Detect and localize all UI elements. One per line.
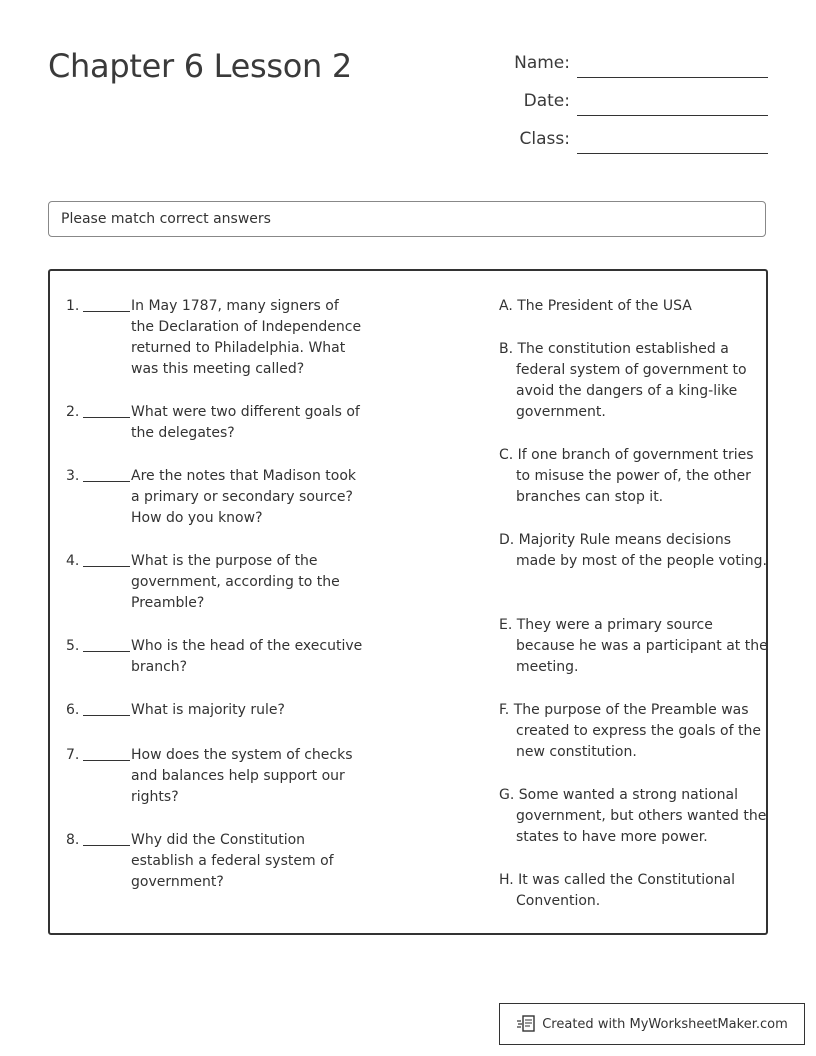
question-number: 1.	[66, 298, 80, 314]
date-field[interactable]	[577, 115, 768, 116]
question-text: In May 1787, many signers of the Declaration of Independence returned to Philadelphia. What was this meeting called?	[131, 298, 362, 377]
question-item	[66, 700, 366, 721]
question-item	[66, 745, 366, 808]
answer-blank[interactable]	[83, 651, 130, 652]
question-item	[66, 551, 366, 614]
answer-blank[interactable]	[83, 760, 130, 761]
answer-blank[interactable]	[83, 566, 130, 567]
answer-option: F. The purpose of the Preamble was created to express the goals of the new constitution.	[499, 702, 761, 760]
footer-text: Created with MyWorksheetMaker.com	[542, 1016, 788, 1032]
answer-option: H. It was called the Constitutional Convention.	[499, 872, 735, 909]
question-text: How does the system of checks and balances help support our rights?	[131, 747, 353, 805]
question-number: 5.	[66, 638, 80, 654]
class-field[interactable]	[577, 153, 768, 154]
question-number: 7.	[66, 747, 80, 763]
answer-option: C. If one branch of government tries to misuse the power of, the other branches can stop it.	[499, 447, 754, 505]
question-text: What were two different goals of the delegates?	[131, 404, 360, 441]
answer-blank[interactable]	[83, 715, 130, 716]
answer-blank[interactable]	[83, 311, 130, 312]
answer-option: D. Majority Rule means decisions made by most of the people voting.	[499, 532, 767, 569]
answer-blank[interactable]	[83, 417, 130, 418]
question-text: What is the purpose of the government, according to the Preamble?	[131, 553, 340, 611]
instructions-box: Please match correct answers	[48, 201, 766, 237]
footer-credit[interactable]	[499, 1003, 805, 1045]
question-item	[66, 830, 366, 893]
question-text: Why did the Constitution establish a federal system of government?	[131, 832, 334, 890]
question-number: 3.	[66, 468, 80, 484]
question-number: 6.	[66, 702, 80, 718]
answer-option: A. The President of the USA	[499, 298, 692, 314]
answer-blank[interactable]	[83, 481, 130, 482]
answer-blank[interactable]	[83, 845, 130, 846]
question-number: 8.	[66, 832, 80, 848]
page-title: Chapter 6 Lesson 2	[48, 47, 352, 85]
question-item	[66, 636, 366, 678]
question-item	[66, 296, 366, 380]
question-item	[66, 402, 366, 444]
worksheet-maker-logo-icon	[516, 1014, 536, 1034]
name-label: Name:	[514, 53, 570, 73]
name-field[interactable]	[577, 77, 768, 78]
question-text: Are the notes that Madison took a primary or secondary source? How do you know?	[131, 468, 357, 526]
answer-option: B. The constitution established a federal system of government to avoid the dangers of a king-like government.	[499, 341, 747, 420]
question-text: Who is the head of the executive branch?	[131, 638, 363, 675]
class-label: Class:	[519, 129, 570, 149]
question-number: 4.	[66, 553, 80, 569]
date-label: Date:	[523, 91, 570, 111]
question-text: What is majority rule?	[131, 702, 285, 718]
question-number: 2.	[66, 404, 80, 420]
answer-option: E. They were a primary source because he was a participant at the meeting.	[499, 617, 768, 675]
answer-option: G. Some wanted a strong national government, but others wanted the states to have more power.	[499, 787, 767, 845]
question-item	[66, 466, 366, 529]
